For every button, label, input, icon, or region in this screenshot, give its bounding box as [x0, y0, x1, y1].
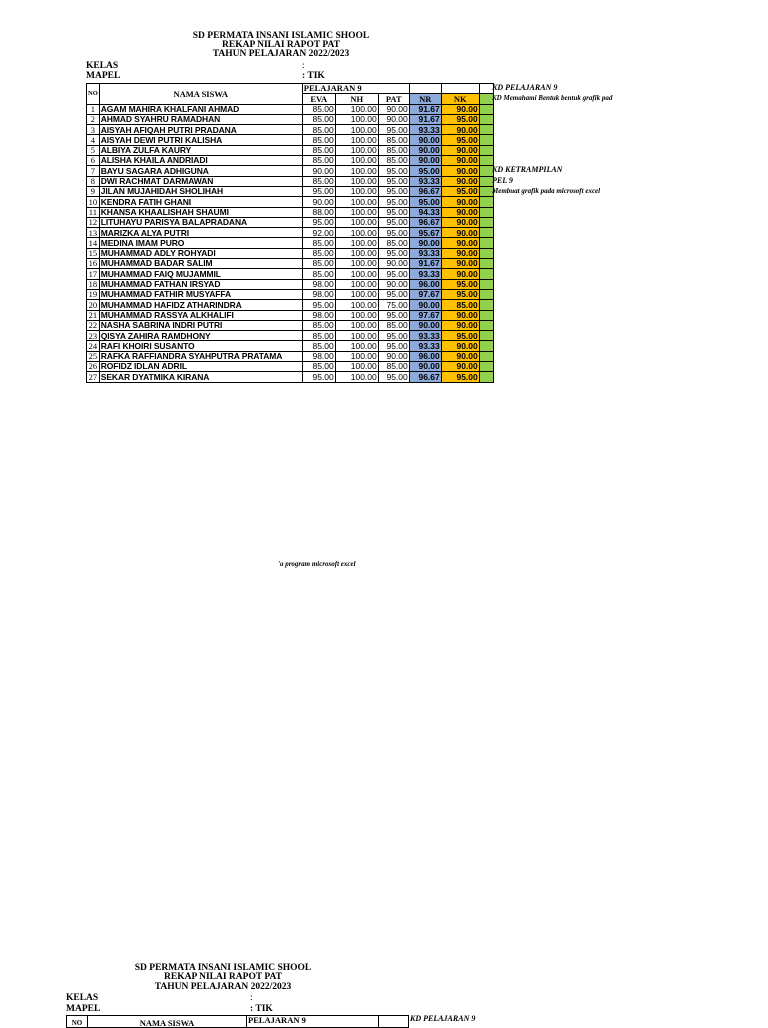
- table-row: [87, 289, 494, 299]
- eva-score: 85.00: [302, 362, 335, 372]
- row-number: 21: [87, 310, 100, 320]
- row-number: 18: [87, 279, 100, 289]
- nk-score: 95.00: [441, 186, 479, 196]
- nr-score: 90.00: [409, 135, 441, 145]
- nr-score: 93.33: [409, 269, 441, 279]
- col-nh-header: NH: [335, 94, 378, 104]
- footer-academic-year: TAHUN PELAJARAN 2022/2023: [154, 982, 292, 992]
- student-name: KENDRA FATIH GHANI: [99, 197, 302, 207]
- nr-score: 97.67: [409, 289, 441, 299]
- student-name: MUHAMMAD FATHIR MUSYAFFA: [99, 289, 302, 299]
- nh-score: 100.00: [335, 176, 378, 186]
- overflow-note: 'a program microsoft excel: [278, 560, 356, 568]
- row-number: 13: [87, 228, 100, 238]
- table-row: [87, 331, 494, 341]
- student-name: LITUHAYU PARISYA BALAPRADANA: [99, 217, 302, 227]
- mapel-label: MAPEL: [86, 71, 121, 81]
- row-number: 25: [87, 351, 100, 361]
- nh-score: 100.00: [335, 217, 378, 227]
- nk-score: 90.00: [441, 166, 479, 176]
- nk-score: 90.00: [441, 145, 479, 155]
- nr-score: 91.67: [409, 104, 441, 114]
- pat-score: 95.00: [378, 125, 409, 135]
- nh-score: 100.00: [335, 114, 378, 124]
- footer-mapel-value: : TIK: [250, 1004, 273, 1014]
- table-row: [87, 186, 494, 196]
- row-number: 9: [87, 186, 100, 196]
- nr-score: 96.67: [409, 372, 441, 382]
- school-name: SD PERMATA INSANI ISLAMIC SHOOL: [192, 31, 370, 41]
- eva-score: 98.00: [302, 289, 335, 299]
- student-name: MUHAMMAD ADLY ROHYADI: [99, 248, 302, 258]
- row-number: 10: [87, 197, 100, 207]
- student-name: AISYAH DEWI PUTRI KALISHA: [99, 135, 302, 145]
- pat-score: 95.00: [378, 217, 409, 227]
- row-number: 22: [87, 320, 100, 330]
- student-name: ALISHA KHAILA ANDRIADI: [99, 156, 302, 166]
- eva-score: 85.00: [302, 104, 335, 114]
- eva-score: 98.00: [302, 310, 335, 320]
- eva-score: 85.00: [302, 238, 335, 248]
- nh-score: 100.00: [335, 372, 378, 382]
- ketrampilan-description: Membuat grafik pada microsoft excel: [492, 187, 601, 195]
- eva-score: 85.00: [302, 176, 335, 186]
- footer-group-header: PELAJARAN 9: [247, 1016, 379, 1028]
- footer-kelas-label: KELAS: [66, 993, 99, 1003]
- table-row: [87, 125, 494, 135]
- pat-score: 75.00: [378, 300, 409, 310]
- nr-score: 93.33: [409, 125, 441, 135]
- nk-score: 95.00: [441, 279, 479, 289]
- eva-score: 85.00: [302, 269, 335, 279]
- pat-score: 90.00: [378, 279, 409, 289]
- green-marker-cell: [479, 197, 493, 207]
- nk-score: 95.00: [441, 114, 479, 124]
- eva-score: 85.00: [302, 320, 335, 330]
- row-number: 14: [87, 238, 100, 248]
- green-marker-cell: [479, 248, 493, 258]
- pat-score: 90.00: [378, 259, 409, 269]
- table-row: [87, 310, 494, 320]
- nk-score: 90.00: [441, 269, 479, 279]
- green-marker-cell: [479, 300, 493, 310]
- student-name: BAYU SAGARA ADHIGUNA: [99, 166, 302, 176]
- pat-score: 85.00: [378, 135, 409, 145]
- pat-score: 95.00: [378, 289, 409, 299]
- eva-score: 85.00: [302, 248, 335, 258]
- eva-score: 85.00: [302, 135, 335, 145]
- student-name: MUHAMMAD FATHAN IRSYAD: [99, 279, 302, 289]
- nr-score: 93.33: [409, 341, 441, 351]
- kelas-value: :: [302, 61, 305, 71]
- table-row: [87, 248, 494, 258]
- nh-score: 100.00: [335, 300, 378, 310]
- student-name: NASHA SABRINA INDRI PUTRI: [99, 320, 302, 330]
- table-row: [87, 362, 494, 372]
- col-eva-header: EVA: [302, 94, 335, 104]
- nr-score: 95.00: [409, 166, 441, 176]
- kd-ketrampilan-note: KD KETRAMPILAN: [492, 165, 563, 174]
- green-marker-cell: [479, 125, 493, 135]
- table-row: [87, 104, 494, 114]
- nk-score: 95.00: [441, 372, 479, 382]
- green-marker-cell: [479, 145, 493, 155]
- nh-score: 100.00: [335, 351, 378, 361]
- eva-score: 95.00: [302, 300, 335, 310]
- student-name: AHMAD SYAHRU RAMADHAN: [99, 114, 302, 124]
- pel-note: PEL 9: [492, 176, 513, 185]
- academic-year: TAHUN PELAJARAN 2022/2023: [212, 49, 350, 59]
- pat-score: 95.00: [378, 186, 409, 196]
- eva-score: 98.00: [302, 279, 335, 289]
- row-number: 26: [87, 362, 100, 372]
- nr-score: 90.00: [409, 238, 441, 248]
- pat-score: 95.00: [378, 228, 409, 238]
- nh-score: 100.00: [335, 238, 378, 248]
- col-name-header: NAMA SISWA: [99, 84, 302, 105]
- table-row: [87, 166, 494, 176]
- pat-score: 95.00: [378, 310, 409, 320]
- nr-score: 96.67: [409, 186, 441, 196]
- table-row: [87, 145, 494, 155]
- green-marker-cell: [479, 135, 493, 145]
- col-nr-header: NR: [409, 94, 441, 104]
- kelas-label: KELAS: [86, 61, 119, 71]
- mapel-value: : TIK: [302, 71, 325, 81]
- pat-score: 95.00: [378, 269, 409, 279]
- footer-kd-pelajaran-note: KD PELAJARAN 9: [410, 1014, 476, 1023]
- nr-score: 90.00: [409, 300, 441, 310]
- row-number: 12: [87, 217, 100, 227]
- nk-score: 90.00: [441, 259, 479, 269]
- footer-mapel-label: MAPEL: [66, 1004, 101, 1014]
- nh-score: 100.00: [335, 269, 378, 279]
- kd-description: KD Memahami Bentuk bentuk grafik pad: [492, 94, 613, 102]
- pat-score: 95.00: [378, 176, 409, 186]
- nr-score: 90.00: [409, 145, 441, 155]
- student-name: JILAN MUJAHIDAH SHOLIHAH: [99, 186, 302, 196]
- pat-score: 95.00: [378, 166, 409, 176]
- nk-score: 90.00: [441, 176, 479, 186]
- nh-score: 100.00: [335, 320, 378, 330]
- table-row: [87, 269, 494, 279]
- green-marker-cell: [479, 351, 493, 361]
- nh-score: 100.00: [335, 310, 378, 320]
- student-name: RAFI KHOIRI SUSANTO: [99, 341, 302, 351]
- row-number: 20: [87, 300, 100, 310]
- nr-score: 95.67: [409, 228, 441, 238]
- eva-score: 92.00: [302, 228, 335, 238]
- green-marker-cell: [479, 341, 493, 351]
- nr-score: 93.33: [409, 176, 441, 186]
- student-name: MUHAMMAD HAFIDZ ATHARINDRA: [99, 300, 302, 310]
- nk-score: 90.00: [441, 320, 479, 330]
- table-row: [87, 351, 494, 361]
- nh-score: 100.00: [335, 156, 378, 166]
- green-marker-cell: [479, 259, 493, 269]
- nr-score: 97.67: [409, 310, 441, 320]
- green-marker-cell: [479, 104, 493, 114]
- nh-score: 100.00: [335, 186, 378, 196]
- nr-score: 96.00: [409, 351, 441, 361]
- row-number: 2: [87, 114, 100, 124]
- table-row: [87, 207, 494, 217]
- student-name: MUHAMMAD BADAR SALIM: [99, 259, 302, 269]
- green-marker-cell: [479, 320, 493, 330]
- nh-score: 100.00: [335, 259, 378, 269]
- grade-table: [86, 83, 494, 383]
- student-name: ALBIYA ZULFA KAURY: [99, 145, 302, 155]
- nr-score: 93.33: [409, 248, 441, 258]
- nh-score: 100.00: [335, 362, 378, 372]
- student-name: MARIZKA ALYA PUTRI: [99, 228, 302, 238]
- table-row: [87, 217, 494, 227]
- nh-score: 100.00: [335, 207, 378, 217]
- green-marker-cell: [479, 217, 493, 227]
- nk-score: 90.00: [441, 217, 479, 227]
- nh-score: 100.00: [335, 279, 378, 289]
- nr-score: 91.67: [409, 259, 441, 269]
- footer-col-no-header: NO: [67, 1016, 88, 1028]
- nh-score: 100.00: [335, 289, 378, 299]
- footer-grade-table: [66, 1015, 409, 1028]
- student-name: QISYA ZAHIRA RAMDHONY: [99, 331, 302, 341]
- table-row: [87, 238, 494, 248]
- nk-score: 90.00: [441, 125, 479, 135]
- eva-score: 85.00: [302, 125, 335, 135]
- nr-score: 90.00: [409, 156, 441, 166]
- nk-score: 95.00: [441, 135, 479, 145]
- row-number: 8: [87, 176, 100, 186]
- row-number: 1: [87, 104, 100, 114]
- table-row: [87, 320, 494, 330]
- eva-score: 85.00: [302, 341, 335, 351]
- green-marker-cell: [479, 228, 493, 238]
- row-number: 27: [87, 372, 100, 382]
- nk-score: 90.00: [441, 341, 479, 351]
- pat-score: 95.00: [378, 372, 409, 382]
- nr-score: 91.67: [409, 114, 441, 124]
- nh-score: 100.00: [335, 197, 378, 207]
- green-marker-cell: [479, 331, 493, 341]
- footer-report-title: REKAP NILAI RAPOT PAT: [164, 972, 282, 982]
- pat-score: 95.00: [378, 331, 409, 341]
- nr-score: 90.00: [409, 320, 441, 330]
- pat-score: 85.00: [378, 156, 409, 166]
- pat-score: 90.00: [378, 104, 409, 114]
- nk-score: 90.00: [441, 197, 479, 207]
- eva-score: 85.00: [302, 145, 335, 155]
- kd-pelajaran-note: KD PELAJARAN 9: [492, 83, 558, 92]
- row-number: 11: [87, 207, 100, 217]
- table-row: [87, 197, 494, 207]
- nh-score: 100.00: [335, 135, 378, 145]
- pat-score: 85.00: [378, 320, 409, 330]
- green-marker-cell: [479, 362, 493, 372]
- eva-score: 85.00: [302, 156, 335, 166]
- table-row: [87, 341, 494, 351]
- pat-score: 85.00: [378, 238, 409, 248]
- row-number: 24: [87, 341, 100, 351]
- nr-score: 93.33: [409, 331, 441, 341]
- nk-score: 90.00: [441, 156, 479, 166]
- row-number: 16: [87, 259, 100, 269]
- student-name: MUHAMMAD FAIQ MUJAMMIL: [99, 269, 302, 279]
- nr-score: 94.33: [409, 207, 441, 217]
- nk-score: 90.00: [441, 310, 479, 320]
- table-row: [87, 279, 494, 289]
- eva-score: 85.00: [302, 331, 335, 341]
- green-marker-cell: [479, 372, 493, 382]
- student-name: RAFKA RAFFIANDRA SYAHPUTRA PRATAMA: [99, 351, 302, 361]
- table-row: [87, 228, 494, 238]
- eva-score: 95.00: [302, 186, 335, 196]
- nr-score: 95.00: [409, 197, 441, 207]
- nh-score: 100.00: [335, 248, 378, 258]
- student-name: DWI RACHMAT DARMAWAN: [99, 176, 302, 186]
- student-name: MUHAMMAD RASSYA ALKHALIFI: [99, 310, 302, 320]
- eva-score: 95.00: [302, 372, 335, 382]
- pat-score: 85.00: [378, 362, 409, 372]
- footer-col-name-header: NAMA SISWA: [88, 1016, 247, 1028]
- report-title: REKAP NILAI RAPOT PAT: [222, 40, 340, 50]
- student-name: AGAM MAHIRA KHALFANI AHMAD: [99, 104, 302, 114]
- nh-score: 100.00: [335, 166, 378, 176]
- table-row: [87, 114, 494, 124]
- nh-score: 100.00: [335, 331, 378, 341]
- table-row: [87, 156, 494, 166]
- table-row: [87, 176, 494, 186]
- green-marker-cell: [479, 238, 493, 248]
- col-nk-header: NK: [441, 94, 479, 104]
- eva-score: 85.00: [302, 114, 335, 124]
- row-number: 7: [87, 166, 100, 176]
- nr-score: 90.00: [409, 362, 441, 372]
- nr-score: 96.00: [409, 279, 441, 289]
- group-header: PELAJARAN 9: [302, 84, 409, 94]
- table-row: [87, 300, 494, 310]
- nk-score: 90.00: [441, 238, 479, 248]
- row-number: 4: [87, 135, 100, 145]
- nh-score: 100.00: [335, 104, 378, 114]
- nk-score: 90.00: [441, 228, 479, 238]
- row-number: 5: [87, 145, 100, 155]
- col-no-header: NO: [87, 84, 100, 105]
- eva-score: 85.00: [302, 259, 335, 269]
- nk-score: 90.00: [441, 207, 479, 217]
- eva-score: 90.00: [302, 166, 335, 176]
- student-name: SEKAR DYATMIKA KIRANA: [99, 372, 302, 382]
- student-name: AISYAH AFIQAH PUTRI PRADANA: [99, 125, 302, 135]
- row-number: 19: [87, 289, 100, 299]
- green-marker-cell: [479, 269, 493, 279]
- nk-score: 85.00: [441, 300, 479, 310]
- row-number: 15: [87, 248, 100, 258]
- table-row: [87, 259, 494, 269]
- row-number: 23: [87, 331, 100, 341]
- table-row: [87, 135, 494, 145]
- row-number: 6: [87, 156, 100, 166]
- col-pat-header: PAT: [378, 94, 409, 104]
- nk-score: 90.00: [441, 104, 479, 114]
- pat-score: 90.00: [378, 351, 409, 361]
- green-marker-cell: [479, 114, 493, 124]
- green-marker-cell: [479, 289, 493, 299]
- green-marker-cell: [479, 279, 493, 289]
- pat-score: 95.00: [378, 248, 409, 258]
- row-number: 17: [87, 269, 100, 279]
- eva-score: 90.00: [302, 197, 335, 207]
- nh-score: 100.00: [335, 341, 378, 351]
- student-name: KHANSA KHAALISHAH SHAUMI: [99, 207, 302, 217]
- nk-score: 95.00: [441, 331, 479, 341]
- pat-score: 90.00: [378, 114, 409, 124]
- eva-score: 98.00: [302, 351, 335, 361]
- nh-score: 100.00: [335, 125, 378, 135]
- nk-score: 90.00: [441, 351, 479, 361]
- nh-score: 100.00: [335, 145, 378, 155]
- nh-score: 100.00: [335, 228, 378, 238]
- footer-school-name: SD PERMATA INSANI ISLAMIC SHOOL: [134, 963, 312, 973]
- pat-score: 95.00: [378, 207, 409, 217]
- green-marker-cell: [479, 207, 493, 217]
- nr-score: 96.67: [409, 217, 441, 227]
- footer-kelas-value: :: [250, 993, 253, 1003]
- pat-score: 95.00: [378, 341, 409, 351]
- table-row: [87, 372, 494, 382]
- eva-score: 95.00: [302, 217, 335, 227]
- eva-score: 88.00: [302, 207, 335, 217]
- nk-score: 90.00: [441, 248, 479, 258]
- green-marker-cell: [479, 310, 493, 320]
- nk-score: 90.00: [441, 362, 479, 372]
- student-name: ROFIDZ IDLAN ADRIL: [99, 362, 302, 372]
- pat-score: 85.00: [378, 145, 409, 155]
- student-name: MEDINA IMAM PURO: [99, 238, 302, 248]
- nk-score: 95.00: [441, 289, 479, 299]
- row-number: 3: [87, 125, 100, 135]
- pat-score: 95.00: [378, 197, 409, 207]
